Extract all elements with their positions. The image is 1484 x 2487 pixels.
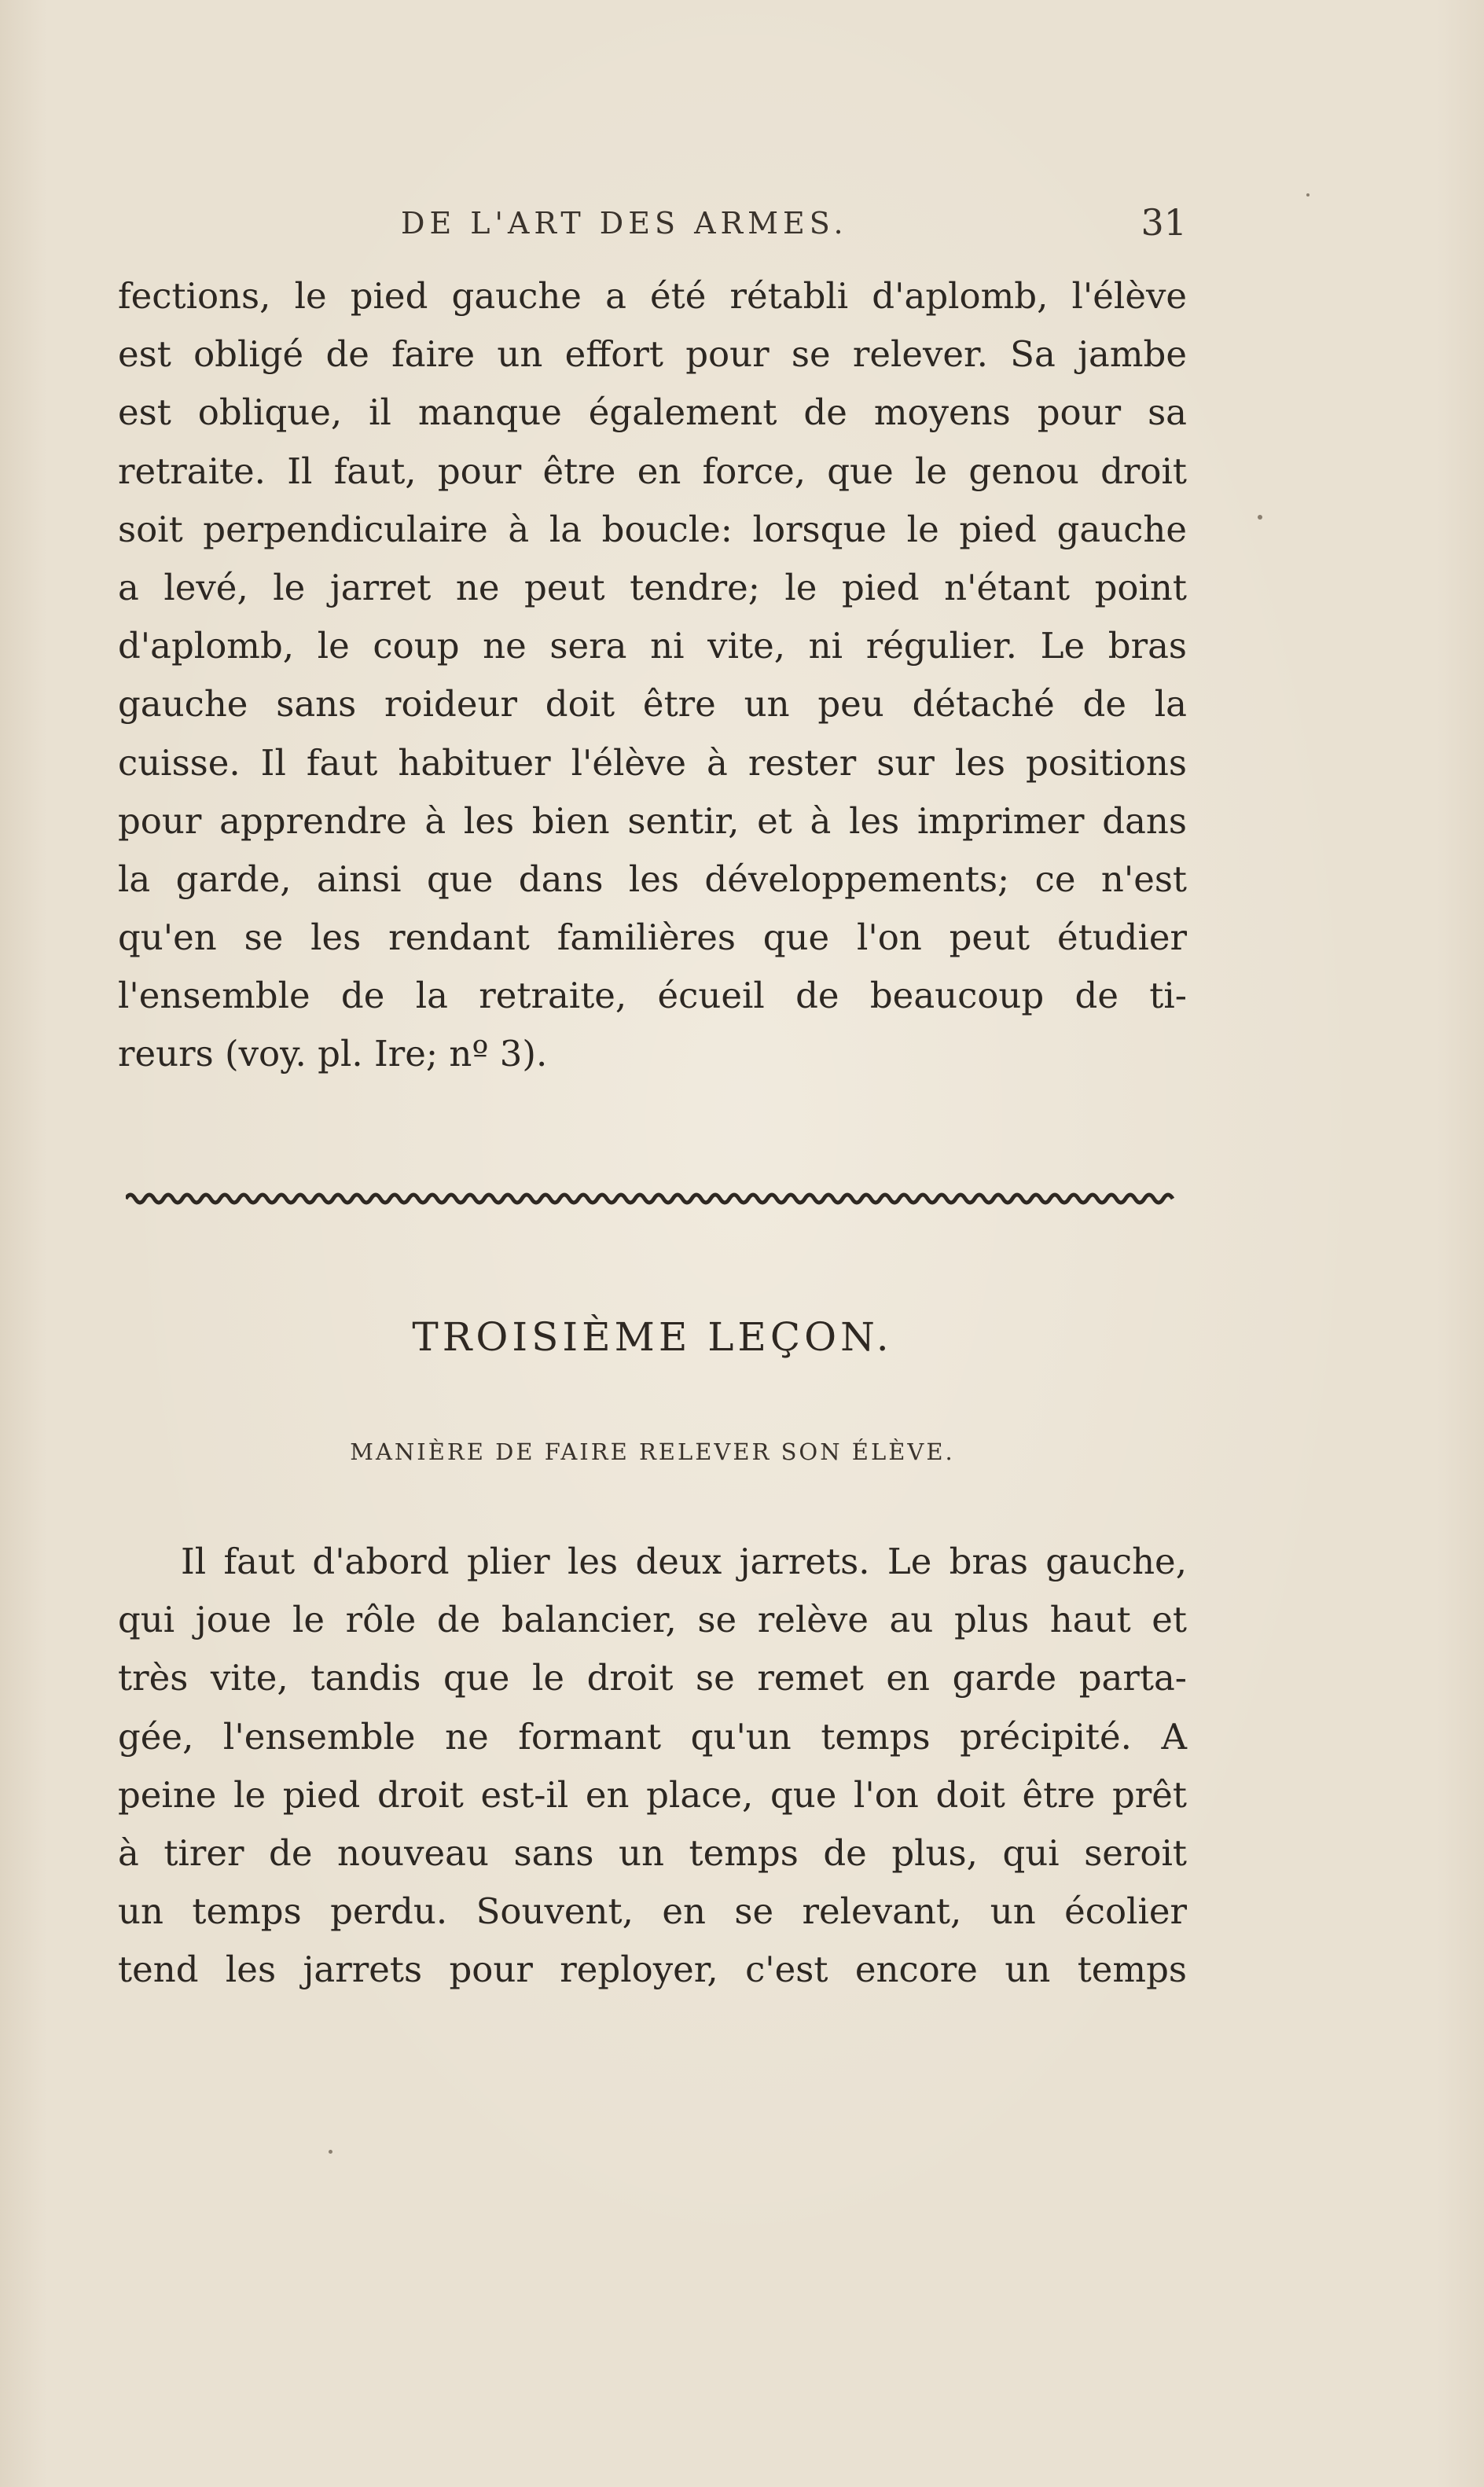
text-line: gée, l'ensemble ne formant qu'un temps précipité. A — [118, 1715, 1187, 1758]
text-line: est oblique, il manque également de moyens pour sa — [118, 391, 1187, 434]
text-line: a levé, le jarret ne peut tendre; le pied n'étant point — [118, 566, 1187, 608]
text-line: retraite. Il faut, pour être en force, que le genou droit — [118, 450, 1187, 492]
page-number: 31 — [1141, 201, 1187, 244]
text-line: reurs (voy. pl. Ire; nº 3). — [118, 1033, 548, 1075]
text-line: pour apprendre à les bien sentir, et à les imprimer dans — [118, 799, 1187, 842]
text-line: qu'en se les rendant familières que l'on peut étudier — [118, 917, 1187, 959]
paper-speck — [1306, 193, 1310, 197]
text-line: peine le pied droit est-il en place, que l'on doit être prêt — [118, 1773, 1187, 1816]
running-title: DE L'ART DES ARMES. — [401, 206, 848, 241]
text-line: qui joue le rôle de balancier, se relève au plus haut et — [118, 1599, 1187, 1641]
paragraph-lesson — [118, 1533, 1187, 2000]
paper-speck — [1258, 515, 1262, 520]
text-line: cuisse. Il faut habituer l'élève à rester sur les positions — [118, 741, 1187, 784]
text-line: la garde, ainsi que dans les développements; ce n'est — [118, 858, 1187, 900]
chapter-title: TROISIÈME LEÇON. — [412, 1314, 893, 1360]
text-line: un temps perdu. Souvent, en se relevant, un écolier — [118, 1890, 1187, 1933]
text-line: gauche sans roideur doit être un peu détaché de la — [118, 683, 1187, 726]
text-line: tend les jarrets pour reployer, c'est encore un temps — [118, 1949, 1187, 1991]
paragraph-continuation — [118, 267, 1187, 1084]
paper-speck — [329, 2150, 332, 2154]
text-line: d'aplomb, le coup ne sera ni vite, ni régulier. Le bras — [118, 625, 1187, 667]
text-line: est obligé de faire un effort pour se relever. Sa jambe — [118, 333, 1187, 376]
text-line: Il faut d'abord plier les deux jarrets. Le bras gauche, — [181, 1541, 1187, 1582]
text-line: soit perpendiculaire à la boucle: lorsque le pied gauche — [118, 508, 1187, 550]
chapter-subtitle: MANIÈRE DE FAIRE RELEVER SON ÉLÈVE. — [350, 1438, 955, 1465]
text-line: à tirer de nouveau sans un temps de plus, qui seroit — [118, 1831, 1187, 1874]
decorative-rule — [126, 1187, 1179, 1210]
running-head — [118, 201, 1187, 253]
text-line: très vite, tandis que le droit se remet en garde parta- — [118, 1657, 1187, 1699]
text-line: l'ensemble de la retraite, écueil de beaucoup de ti- — [118, 975, 1187, 1017]
text-line: fections, le pied gauche a été rétabli d'aplomb, l'élève — [118, 275, 1187, 317]
